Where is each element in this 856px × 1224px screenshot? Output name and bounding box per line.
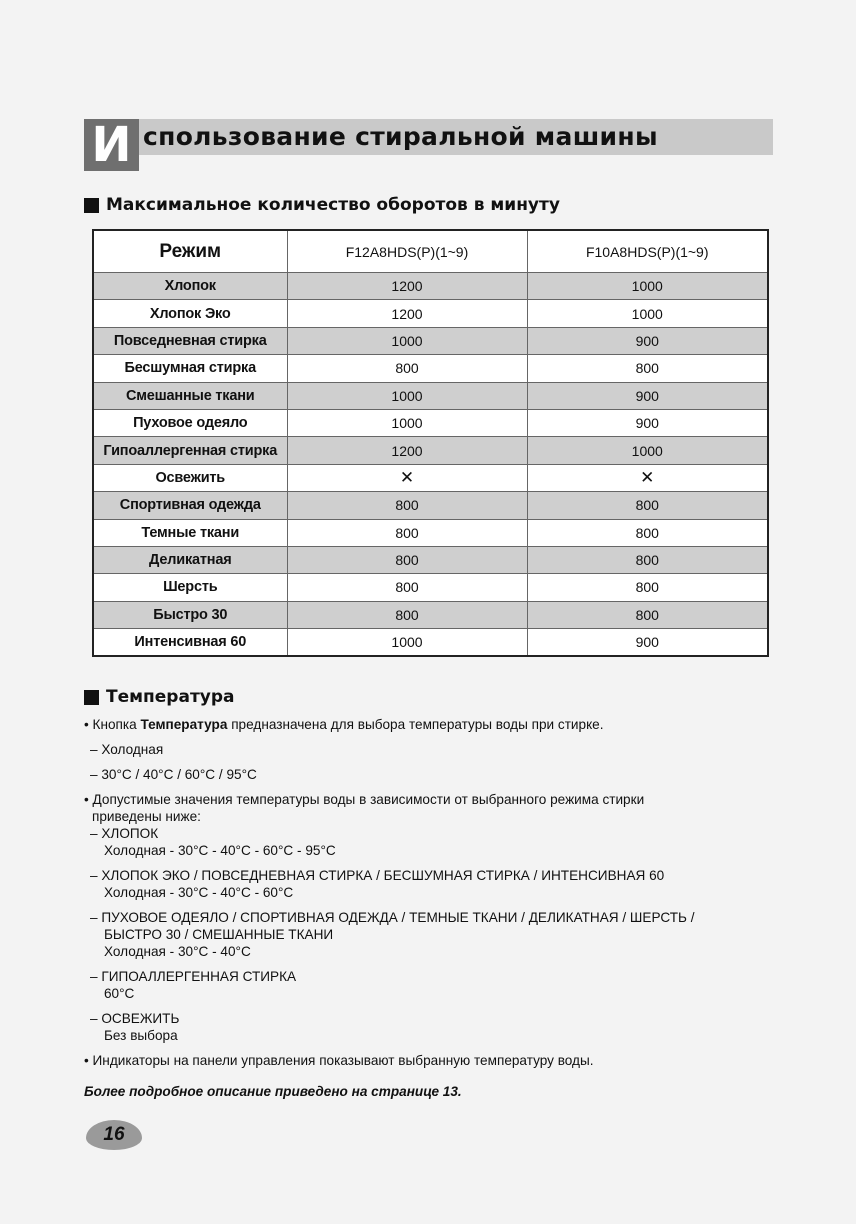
section-title-rpm-text: Максимальное количество оборотов в минуту [106, 195, 560, 215]
row-value-model2: 1000 [527, 437, 768, 464]
bullet-allowed-line2: приведены ниже: [92, 809, 201, 824]
row-value-model2: 800 [527, 492, 768, 519]
header-initial: И [84, 119, 139, 171]
section-title-rpm [84, 194, 560, 216]
text: • Кнопка [84, 717, 141, 732]
table-row [93, 300, 768, 327]
row-value-model1: 800 [287, 355, 527, 382]
table-row [93, 629, 768, 657]
group2-name: – ХЛОПОК ЭКО / ПОВСЕДНЕВНАЯ СТИРКА / БЕСШУМНАЯ СТИРКА / ИНТЕНСИВНАЯ 60 [90, 868, 665, 883]
footer-note: Более подробное описание приведено на странице 13. [84, 1084, 462, 1099]
row-mode: Деликатная [93, 546, 287, 573]
row-value-model2: 900 [527, 382, 768, 409]
group4-values: 60°C [104, 986, 135, 1001]
row-value-model1: 1200 [287, 273, 527, 300]
row-value-model1: 1000 [287, 382, 527, 409]
row-mode: Пуховое одеяло [93, 409, 287, 436]
row-mode: Шерсть [93, 574, 287, 601]
rpm-table [92, 229, 769, 657]
bullet-indicators: • Индикаторы на панели управления показывают выбранную температуру воды. [84, 1053, 594, 1068]
table-row [93, 492, 768, 519]
group5-values: Без выбора [104, 1028, 178, 1043]
page-title: спользование стиральной машины [143, 122, 658, 151]
row-value-model1: 800 [287, 492, 527, 519]
group1-values: Холодная - 30°C - 40°C - 60°C - 95°C [104, 843, 336, 858]
temperature-text [84, 716, 774, 1069]
table-row [93, 437, 768, 464]
row-value-model1: 1200 [287, 300, 527, 327]
row-value-model2: 900 [527, 629, 768, 657]
group3-values: Холодная - 30°C - 40°C [104, 944, 251, 959]
section-title-temp [84, 686, 235, 708]
group1-name: – ХЛОПОК [90, 826, 159, 841]
table-row [93, 519, 768, 546]
table-row [93, 382, 768, 409]
table-row [93, 601, 768, 628]
row-value-model2: 800 [527, 574, 768, 601]
group3-name-line1: – ПУХОВОЕ ОДЕЯЛО / СПОРТИВНАЯ ОДЕЖДА / ТЕМНЫЕ ТКАНИ / ДЕЛИКАТНАЯ / ШЕРСТЬ / [90, 910, 695, 925]
table-row [93, 273, 768, 300]
square-bullet-icon [84, 690, 99, 705]
group4-name: – ГИПОАЛЛЕРГЕННАЯ СТИРКА [90, 969, 297, 984]
cross-icon: ✕ [287, 464, 527, 491]
row-mode: Темные ткани [93, 519, 287, 546]
row-value-model2: 900 [527, 327, 768, 354]
row-mode: Хлопок [93, 273, 287, 300]
row-value-model1: 1200 [287, 437, 527, 464]
row-mode: Быстро 30 [93, 601, 287, 628]
col-header-mode: Режим [93, 230, 287, 273]
row-value-model1: 800 [287, 601, 527, 628]
text-bold: Температура [140, 717, 228, 732]
table-row [93, 409, 768, 436]
row-mode: Спортивная одежда [93, 492, 287, 519]
table-row [93, 464, 768, 491]
row-value-model1: 1000 [287, 327, 527, 354]
row-value-model2: 800 [527, 519, 768, 546]
row-value-model1: 800 [287, 546, 527, 573]
col-header-model1: F12A8HDS(P)(1~9) [287, 230, 527, 273]
row-value-model2: 800 [527, 355, 768, 382]
page-number: 16 [86, 1120, 142, 1150]
row-mode: Смешанные ткани [93, 382, 287, 409]
row-value-model1: 800 [287, 519, 527, 546]
row-mode: Интенсивная 60 [93, 629, 287, 657]
bullet-allowed-line1: • Допустимые значения температуры воды в зависимости от выбранного режима стирки [84, 792, 645, 807]
col-header-model2: F10A8HDS(P)(1~9) [527, 230, 768, 273]
table-row [93, 327, 768, 354]
row-mode: Освежить [93, 464, 287, 491]
row-mode: Бесшумная стирка [93, 355, 287, 382]
row-mode: Повседневная стирка [93, 327, 287, 354]
table-row [93, 355, 768, 382]
group5-name: – ОСВЕЖИТЬ [90, 1011, 180, 1026]
row-value-model2: 1000 [527, 300, 768, 327]
row-value-model2: 800 [527, 601, 768, 628]
cross-icon: ✕ [527, 464, 768, 491]
row-value-model1: 1000 [287, 409, 527, 436]
row-value-model2: 1000 [527, 273, 768, 300]
bullet-temp-button [84, 716, 774, 733]
group2-values: Холодная - 30°C - 40°C - 60°C [104, 885, 294, 900]
row-value-model2: 900 [527, 409, 768, 436]
option-cold: – Холодная [90, 742, 164, 757]
group3-name-line2: БЫСТРО 30 / СМЕШАННЫЕ ТКАНИ [104, 927, 334, 942]
row-value-model2: 800 [527, 546, 768, 573]
table-row [93, 546, 768, 573]
table-header-row [93, 230, 768, 273]
section-title-temp-text: Температура [106, 687, 235, 707]
row-mode: Хлопок Эко [93, 300, 287, 327]
table-row [93, 574, 768, 601]
row-mode: Гипоаллергенная стирка [93, 437, 287, 464]
row-value-model1: 1000 [287, 629, 527, 657]
text: предназначена для выбора температуры воды при стирке. [227, 717, 604, 732]
square-bullet-icon [84, 198, 99, 213]
row-value-model1: 800 [287, 574, 527, 601]
option-temps: – 30°C / 40°C / 60°C / 95°C [90, 767, 257, 782]
